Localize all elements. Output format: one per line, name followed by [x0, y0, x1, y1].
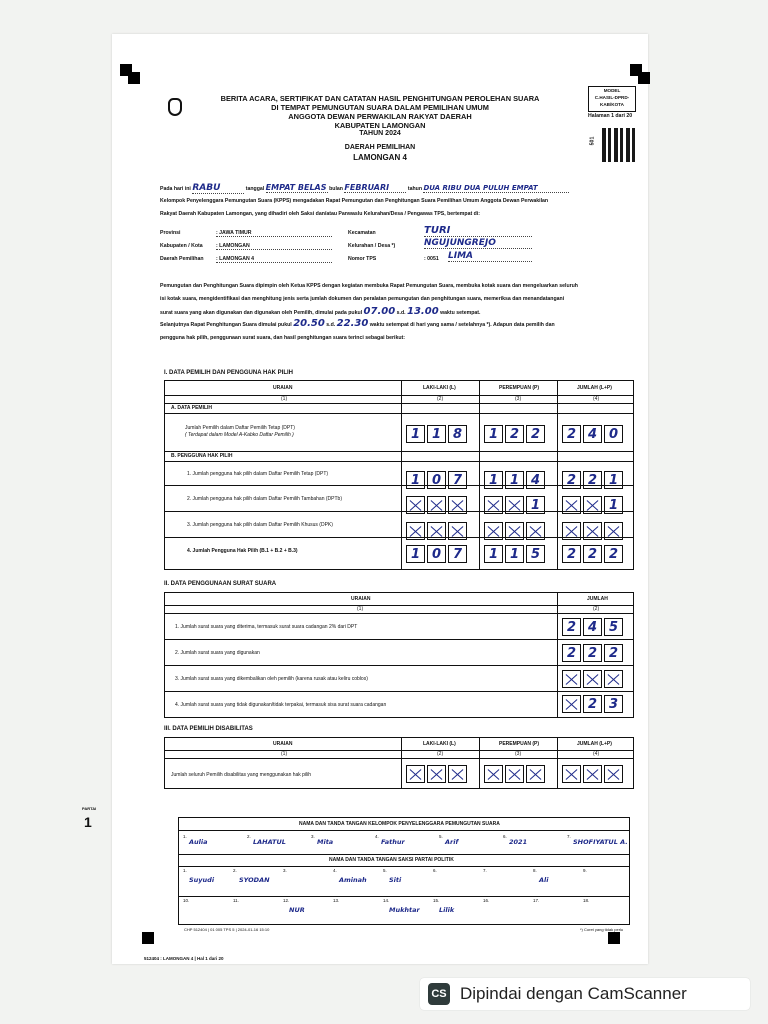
- digit-box-crossed: [526, 522, 545, 540]
- body-text: waktu setempat.: [440, 310, 481, 316]
- digit-box: 1: [505, 545, 524, 563]
- digit-box-crossed: [562, 496, 581, 514]
- digit-box: 3: [604, 695, 623, 713]
- digit-box-crossed: [562, 670, 581, 688]
- saksi-signature: NUR: [289, 906, 305, 914]
- digit-box: 7: [448, 471, 467, 489]
- body-text: Selanjutnya Rapat Penghitungan Suara dimulai pukul: [160, 322, 292, 328]
- qr-code: [602, 128, 636, 162]
- digit-box-crossed: [562, 765, 581, 783]
- dapil-label: Daerah Pemilihan: [160, 256, 204, 262]
- saksi-title: NAMA DAN TANDA TANGAN SAKSI PARTAI POLITIK: [329, 857, 454, 863]
- digit-box-crossed: [448, 496, 467, 514]
- signature-number: 3.: [311, 834, 315, 839]
- row-group-title: B. PENGGUNA HAK PILIH: [171, 453, 233, 459]
- month-value: FEBRUARI: [344, 183, 406, 193]
- col-number: (2): [437, 396, 444, 402]
- start-time: 07.00: [363, 306, 396, 317]
- saksi-signature: Siti: [389, 876, 402, 884]
- kpps-signature: Aulia: [189, 838, 208, 846]
- digit-box: 1: [484, 425, 503, 443]
- digit-box: 5: [604, 618, 623, 636]
- signature-number: 2.: [233, 868, 237, 873]
- digit-boxes: [562, 425, 623, 443]
- signature-number: 1.: [183, 834, 187, 839]
- form-title-line: BERITA ACARA, SERTIFIKAT DAN CATATAN HASIL PENGHITUNGAN PEROLEHAN SUARA: [220, 94, 540, 103]
- tps-code: 501: [589, 136, 596, 146]
- signature-number: 11.: [233, 898, 239, 903]
- saksi-signature: SYODAN: [239, 876, 270, 884]
- digit-box: 1: [427, 425, 446, 443]
- digit-box-crossed: [583, 496, 602, 514]
- digit-box-crossed: [562, 522, 581, 540]
- digit-box: 0: [427, 471, 446, 489]
- digit-box-crossed: [448, 522, 467, 540]
- col-number: (2): [437, 751, 444, 757]
- row-label: 4. Jumlah surat suara yang tidak digunakan/tidak terpakai, termasuk sisa surat suara cadangan: [175, 702, 387, 708]
- footnote: *) Coret yang tidak perlu: [580, 927, 624, 932]
- signature-number: 5.: [439, 834, 443, 839]
- signature-number: 7.: [483, 868, 487, 873]
- form-page: [82, 34, 648, 964]
- signature-number: 7.: [567, 834, 571, 839]
- kpps-signature: Arif: [445, 838, 459, 846]
- digit-box-crossed: [406, 765, 425, 783]
- digit-box: 1: [505, 471, 524, 489]
- digit-box: 7: [448, 545, 467, 563]
- tps-label: Nomor TPS: [348, 256, 377, 262]
- signature-number: 13.: [333, 898, 340, 903]
- digit-boxes: [484, 765, 545, 783]
- intro-paragraph: Rakyat Daerah Kabupaten Lamongan, yang dihadiri oleh Saksi dan/atau Panwaslu Kelurahan/Desa / Pengawas TPS, bertempat di:: [160, 211, 480, 217]
- tps-prefix: : 0051: [424, 256, 439, 262]
- body-paragraph: isi kotak suara, mengidentifikasi dan menghitung jenis serta jumlah dokumen dan peralatan pemungutan dan penghitungan suara, memeriksa dan menandatangani: [160, 296, 565, 302]
- kab-label: Kabupaten / Kota: [160, 243, 203, 249]
- digit-boxes: [406, 425, 467, 443]
- digit-box: 0: [604, 425, 623, 443]
- row-label: 1. Jumlah surat suara yang diterima, termasuk surat suara cadangan 2% dari DPT: [175, 624, 358, 630]
- digit-box-crossed: [583, 670, 602, 688]
- digit-boxes: [562, 522, 623, 540]
- digit-box-crossed: [526, 765, 545, 783]
- prov-value: : JAWA TIMUR: [216, 230, 332, 237]
- desa-label: Kelurahan / Desa *): [348, 243, 396, 249]
- digit-box: 2: [562, 425, 581, 443]
- digit-box-crossed: [484, 496, 503, 514]
- corner-mark: [608, 932, 620, 944]
- digit-boxes: [484, 425, 545, 443]
- digit-boxes: [406, 765, 467, 783]
- digit-boxes: [484, 496, 545, 514]
- digit-boxes: [562, 695, 623, 713]
- year-value: DUA RIBU DUA PULUH EMPAT: [423, 184, 569, 193]
- digit-box: 2: [562, 545, 581, 563]
- digit-box: 1: [604, 496, 623, 514]
- digit-boxes: [406, 471, 467, 489]
- form-title-dapil: LAMONGAN 4: [353, 153, 407, 162]
- digit-boxes: [484, 522, 545, 540]
- digit-box: 4: [526, 471, 545, 489]
- count-end-time: 22.30: [336, 318, 369, 329]
- digit-box: 4: [583, 618, 602, 636]
- kpps-signature: Mita: [317, 838, 334, 846]
- digit-boxes: [484, 545, 545, 563]
- col-number: (1): [281, 751, 288, 757]
- digit-box: 2: [505, 425, 524, 443]
- digit-box: 2: [583, 545, 602, 563]
- col-header: URAIAN: [273, 385, 293, 391]
- day-label: Pada hari ini: [160, 186, 191, 192]
- digit-boxes: [562, 644, 623, 662]
- saksi-signature: Lilik: [439, 906, 455, 914]
- digit-box-crossed: [406, 496, 425, 514]
- corner-mark: [638, 72, 650, 84]
- digit-box: 2: [562, 471, 581, 489]
- digit-boxes: [562, 545, 623, 563]
- signature-number: 17.: [533, 898, 540, 903]
- digit-boxes: [406, 496, 467, 514]
- body-paragraph: Pemungutan dan Penghitungan Suara dipimpin oleh Ketua KPPS dengan kegiatan membuka Rapat Pemungutan Suara, membuka kotak suara dan mengeluarkan seluruh: [160, 283, 578, 289]
- kpps-title: NAMA DAN TANDA TANGAN KELOMPOK PENYELENGGARA PEMUNGUTAN SUARA: [299, 821, 500, 827]
- row-label: 4. Jumlah Pengguna Hak Pilih (B.1 + B.2 + B.3): [187, 548, 298, 554]
- digit-box-crossed: [427, 522, 446, 540]
- signature-table: [178, 817, 630, 925]
- col-header: PEREMPUAN (P): [499, 385, 540, 391]
- section-2-title: II. DATA PENGGUNAAN SURAT SUARA: [164, 581, 277, 587]
- col-number: (1): [357, 606, 364, 612]
- row-label: Jumlah Pemilih dalam Daftar Pemilih Tetap (DPT): [185, 425, 295, 431]
- digit-box: 1: [484, 471, 503, 489]
- row-label: 1. Jumlah pengguna hak pilih dalam Daftar Pemilih Tetap (DPT): [187, 471, 329, 477]
- digit-box: 2: [526, 425, 545, 443]
- corner-mark: [128, 72, 140, 84]
- col-number: (3): [515, 751, 522, 757]
- col-header: URAIAN: [351, 596, 371, 602]
- digit-box-crossed: [448, 765, 467, 783]
- signature-number: 15.: [433, 898, 440, 903]
- intro-paragraph: Kelompok Penyelenggara Pemungutan Suara (KPPS) mengadakan Rapat Pemungutan dan Penghitungan Suara Pemilihan Umum Anggota Dewan Perwakilan: [160, 198, 549, 204]
- section-1-title: I. DATA PEMILIH DAN PENGGUNA HAK PILIH: [164, 370, 293, 376]
- signature-number: 16.: [483, 898, 490, 903]
- body-paragraph: pengguna hak pilih, penggunaan surat suara, dan hasil penghitungan suara terinci sebagai berikut:: [160, 335, 406, 341]
- side-number: 1: [84, 814, 92, 830]
- digit-box: 4: [583, 425, 602, 443]
- digit-box-crossed: [427, 765, 446, 783]
- signature-number: 9.: [583, 868, 587, 873]
- saksi-signature: Ali: [539, 876, 549, 884]
- col-header: PEREMPUAN (P): [499, 741, 540, 747]
- digit-box: 1: [406, 471, 425, 489]
- year-label: tahun: [407, 186, 422, 192]
- digit-box-crossed: [604, 522, 623, 540]
- digit-box: 2: [604, 545, 623, 563]
- signature-number: 4.: [333, 868, 337, 873]
- digit-box-crossed: [583, 522, 602, 540]
- date-label: tanggal: [245, 186, 265, 192]
- digit-box: 2: [583, 471, 602, 489]
- body-text: s.d.: [326, 322, 336, 328]
- signature-number: 12.: [283, 898, 290, 903]
- form-title-line: ANGGOTA DEWAN PERWAKILAN RAKYAT DAERAH: [288, 112, 472, 121]
- signature-number: 1.: [183, 868, 187, 873]
- col-number: (4): [593, 396, 600, 402]
- digit-box: 2: [562, 644, 581, 662]
- col-number: (1): [281, 396, 288, 402]
- digit-boxes: [406, 522, 467, 540]
- col-number: (3): [515, 396, 522, 402]
- row-group-title: A. DATA PEMILIH: [171, 405, 213, 411]
- digit-box-crossed: [505, 765, 524, 783]
- signature-number: 6.: [433, 868, 437, 873]
- kec-value: TURI: [424, 225, 532, 237]
- body-time-line: [160, 306, 480, 317]
- signature-number: 5.: [383, 868, 387, 873]
- digit-boxes: [562, 471, 623, 489]
- signature-number: 18.: [583, 898, 590, 903]
- row-label: Jumlah seluruh Pemilih disabilitas yang menggunakan hak pilih: [171, 772, 312, 778]
- corner-mark: [142, 932, 154, 944]
- row-label: 3. Jumlah surat suara yang dikembalikan oleh pemilih (karena rusak atau keliru coblos): [175, 676, 368, 682]
- digit-box: 1: [406, 545, 425, 563]
- row-label: 3. Jumlah pengguna hak pilih dalam Daftar Pemilih Khusus (DPK): [187, 522, 333, 528]
- col-header: JUMLAH: [587, 596, 608, 602]
- intro-line: [160, 183, 630, 194]
- kpps-signature: LAHATUL: [253, 838, 286, 846]
- signature-number: 10.: [183, 898, 190, 903]
- row-label: ( Terdapat dalam Model A-Kabko Daftar Pemilih ): [185, 432, 294, 438]
- digit-box-crossed: [427, 496, 446, 514]
- side-label: PARTAI: [82, 806, 97, 811]
- digit-box-crossed: [562, 695, 581, 713]
- digit-box: 2: [583, 695, 602, 713]
- digit-box: 2: [583, 644, 602, 662]
- form-title-line: DAERAH PEMILIHAN: [344, 144, 416, 151]
- kpps-signature: Fathur: [381, 838, 405, 846]
- digit-box-crossed: [604, 765, 623, 783]
- prov-label: Provinsi: [160, 230, 181, 236]
- digit-box: 2: [562, 618, 581, 636]
- digit-box-crossed: [505, 522, 524, 540]
- model-label: C.HASIL-DPRD-: [594, 95, 630, 100]
- digit-box: 2: [604, 644, 623, 662]
- body-text: surat suara yang akan digunakan dan digunakan oleh Pemilih, dimulai pada pukul: [160, 310, 363, 316]
- saksi-signature: Mukhtar: [389, 906, 420, 914]
- camscanner-text: Dipindai dengan CamScanner: [460, 984, 687, 1003]
- section-3-title: III. DATA PEMILIH DISABILITAS: [164, 726, 253, 732]
- col-number: (4): [593, 751, 600, 757]
- digit-boxes: [562, 618, 623, 636]
- day-value: RABU: [192, 183, 244, 194]
- end-time: 13.00: [407, 306, 439, 317]
- tps-value: LIMA: [448, 251, 532, 262]
- saksi-signature: Aminah: [339, 876, 367, 884]
- body-text: s.d.: [396, 310, 406, 316]
- col-header: JUMLAH (L+P): [577, 741, 612, 747]
- kab-value: : LAMONGAN: [216, 243, 332, 250]
- digit-box: 1: [604, 471, 623, 489]
- col-header: JUMLAH (L+P): [577, 385, 612, 391]
- camscanner-icon: CS: [428, 983, 450, 1005]
- digit-box: 1: [484, 545, 503, 563]
- digit-boxes: [562, 496, 623, 514]
- signature-number: 6.: [503, 834, 507, 839]
- digit-box: 5: [526, 545, 545, 563]
- signature-number: 3.: [283, 868, 287, 873]
- kpps-signature: 2021: [509, 838, 528, 846]
- model-box: [588, 86, 636, 112]
- desa-value: NGUJUNGREJO: [424, 238, 532, 249]
- row-label: 2. Jumlah pengguna hak pilih dalam Daftar Pemilih Tambahan (DPTb): [187, 496, 342, 502]
- count-start-time: 20.50: [293, 318, 325, 329]
- digit-box-crossed: [505, 496, 524, 514]
- month-label: bulan: [329, 186, 343, 192]
- digit-box-crossed: [583, 765, 602, 783]
- page-number: Halaman 1 dari 20: [588, 113, 633, 119]
- digit-boxes: [562, 765, 623, 783]
- digit-boxes: [562, 670, 623, 688]
- digit-box-crossed: [484, 765, 503, 783]
- form-title-line: DI TEMPAT PEMUNGUTAN SUARA DALAM PEMILIHAN UMUM: [271, 103, 489, 112]
- digit-box: 1: [406, 425, 425, 443]
- digit-box-crossed: [484, 522, 503, 540]
- signature-number: 8.: [533, 868, 537, 873]
- body-text: waktu setempat di hari yang sama / setelahnya *). Adapun data pemilih dan: [369, 322, 555, 328]
- digit-box-crossed: [406, 522, 425, 540]
- model-label: MODEL: [603, 88, 621, 93]
- bottom-code: 512404 : LAMONGAN 4 | Hal 1 dari 20: [144, 956, 224, 961]
- form-title-line: TAHUN 2024: [359, 130, 401, 137]
- col-header: LAKI-LAKI (L): [423, 741, 456, 747]
- digit-box: 1: [526, 496, 545, 514]
- digit-box-crossed: [604, 670, 623, 688]
- digit-box: 8: [448, 425, 467, 443]
- signature-number: 2.: [247, 834, 251, 839]
- col-number: (2): [593, 606, 600, 612]
- date-value: EMPAT BELAS: [265, 183, 327, 192]
- col-header: LAKI-LAKI (L): [423, 385, 456, 391]
- kpps-signature: SHOFIYATUL A.: [573, 838, 628, 846]
- saksi-signature: Suyudi: [189, 876, 215, 884]
- body-time-line: [160, 318, 555, 329]
- signature-number: 14.: [383, 898, 390, 903]
- dapil-value: : LAMONGAN 4: [216, 256, 332, 263]
- signature-number: 4.: [375, 834, 379, 839]
- model-label: KAB/KOTA: [600, 102, 624, 107]
- footer-code: CHP 512404 | 01 005 TPS 5 | 2024-01-16 15:10: [184, 927, 270, 932]
- row-label: 2. Jumlah surat suara yang digunakan: [175, 650, 260, 656]
- camscanner-watermark: [420, 978, 750, 1010]
- form-title-line: KABUPATEN LAMONGAN: [334, 121, 426, 130]
- col-header: URAIAN: [273, 741, 293, 747]
- digit-boxes: [484, 471, 545, 489]
- digit-box: 0: [427, 545, 446, 563]
- kec-label: Kecamatan: [348, 230, 376, 236]
- digit-boxes: [406, 545, 467, 563]
